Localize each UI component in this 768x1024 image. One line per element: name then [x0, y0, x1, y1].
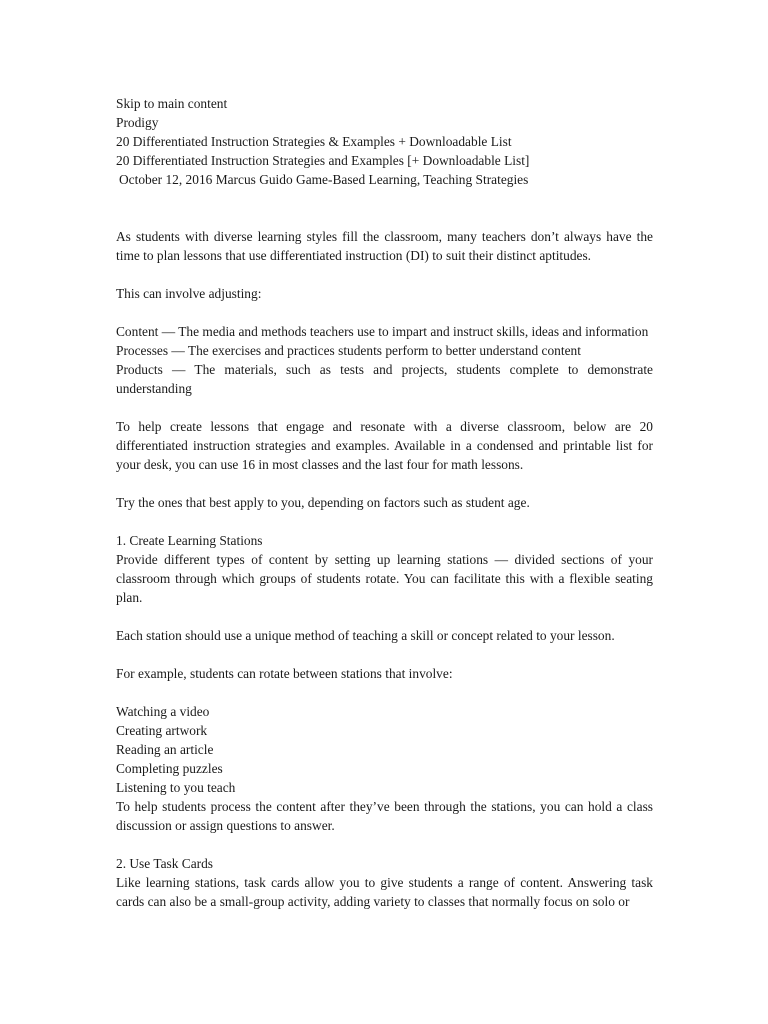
- list-item-content: Content — The media and methods teachers use to impart and instruct skills, ideas and information: [116, 324, 649, 339]
- strategies-paragraph: To help create lessons that engage and resonate with a diverse classroom, below are 20 differentiated instruction strategies and examples. Available in a condensed and printable list for your desk, you can use 16 in most classes and the last four for math lessons.: [116, 419, 653, 472]
- skip-to-content-link[interactable]: [116, 94, 653, 113]
- skip-link-text[interactable]: Skip to main content: [116, 96, 228, 111]
- list-item: Reading an article: [116, 742, 214, 757]
- adjusting-paragraph: This can involve adjusting:: [116, 286, 262, 301]
- document-page: [116, 94, 653, 911]
- station-method-paragraph: Each station should use a unique method of teaching a skill or concept related to your lesson.: [116, 628, 615, 643]
- list-item: Completing puzzles: [116, 761, 223, 776]
- rotate-paragraph: For example, students can rotate between stations that involve:: [116, 666, 453, 681]
- list-item-products: Products — The materials, such as tests and projects, students complete to demonstrate understanding: [116, 362, 653, 396]
- article-meta: October 12, 2016 Marcus Guido Game-Based Learning, Teaching Strategies: [119, 172, 529, 187]
- spacer: [116, 645, 653, 664]
- list-item: Creating artwork: [116, 723, 208, 738]
- stations-paragraph: Provide different types of content by setting up learning stations — divided sections of your classroom through which groups of students rotate. You can facilitate this with a flexible seating plan.: [116, 552, 653, 605]
- section-heading-task-cards: 2. Use Task Cards: [116, 856, 214, 871]
- list-item-processes: Processes — The exercises and practices students perform to better understand content: [116, 343, 581, 358]
- section-heading-learning-stations: 1. Create Learning Stations: [116, 533, 263, 548]
- task-cards-paragraph: Like learning stations, task cards allow you to give students a range of content. Answering task cards can also be a small-group activity, adding variety to classes that normally focus on solo or: [116, 875, 653, 909]
- spacer: [116, 303, 653, 322]
- try-paragraph: Try the ones that best apply to you, depending on factors such as student age.: [116, 495, 530, 510]
- page-title: 20 Differentiated Instruction Strategies & Examples + Downloadable List: [116, 134, 512, 149]
- spacer: [116, 512, 653, 531]
- article-title: 20 Differentiated Instruction Strategies and Examples [+ Downloadable List]: [116, 153, 530, 168]
- list-item: Watching a video: [116, 704, 210, 719]
- spacer: [116, 683, 653, 702]
- spacer: [116, 189, 653, 227]
- list-item: Listening to you teach: [116, 780, 236, 795]
- spacer: [116, 607, 653, 626]
- spacer: [116, 835, 653, 854]
- spacer: [116, 265, 653, 284]
- spacer: [116, 474, 653, 493]
- discussion-paragraph: To help students process the content after they’ve been through the stations, you can hold a class discussion or assign questions to answer.: [116, 799, 653, 833]
- spacer: [116, 398, 653, 417]
- site-name: Prodigy: [116, 115, 159, 130]
- intro-paragraph: As students with diverse learning styles fill the classroom, many teachers don’t always have the time to plan lessons that use differentiated instruction (DI) to suit their distinct aptitudes.: [116, 229, 653, 263]
